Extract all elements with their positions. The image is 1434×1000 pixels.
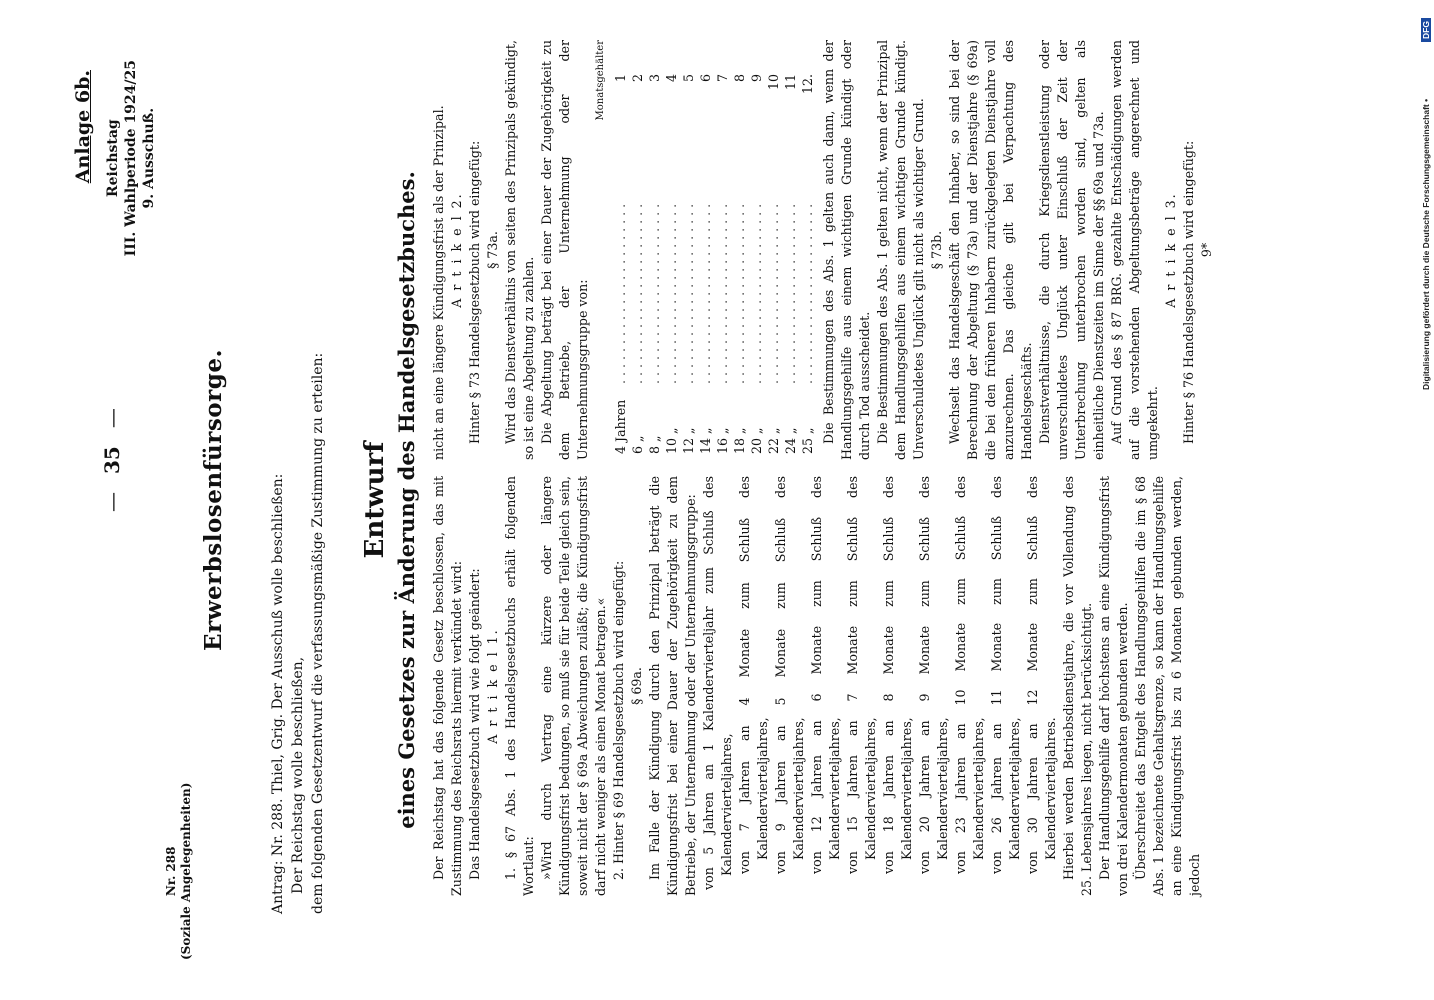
table-row: [731, 64, 748, 454]
leader-dots: . . . . . . . . . . . . . . . . . . . . . . .: [647, 203, 662, 384]
paragraph: Das Handelsgesetzbuch wird wie folgt geändert:: [467, 568, 482, 880]
leader-dots: . . . . . . . . . . . . . . . . . . . . . . .: [681, 203, 696, 384]
value-cell: 5: [681, 74, 696, 83]
digitization-credit: Digitalisierung gefördert durch die Deutsche Forschungsgemeinschaft •: [1421, 98, 1431, 390]
years-cell: 18 „: [732, 427, 747, 454]
left-column: [430, 476, 1204, 896]
artikel-heading: A r t i k e l 3.: [1163, 192, 1178, 308]
antrag-line: Der Reichstag wolle beschließen,: [290, 656, 306, 894]
section-heading: § 69a.: [629, 667, 644, 705]
paragraph: Hinter § 73 Handelsgesetzbuch wird eingefügt:: [467, 140, 482, 444]
leader-dots: . . . . . . . . . . . . . . . . . . . . . . .: [630, 203, 645, 384]
years-cell: 12 „: [681, 427, 696, 454]
section-heading: § 73a.: [485, 231, 500, 269]
leader-dots: . . . . . . . . . . . . . . . . . . . . . . .: [715, 203, 730, 384]
digitization-sidebar: [1423, 0, 1434, 1000]
list-item: von 26 Jahren an 11 Monate zum Schluß des Kalendervierteljahres,: [989, 476, 1022, 874]
value-cell: 9: [749, 74, 764, 83]
list-item: von 20 Jahren an 9 Monate zum Schluß des Kalendervierteljahres,: [917, 476, 950, 874]
leader-dots: . . . . . . . . . . . . . . . . . . . . . . .: [749, 203, 764, 384]
entwurf-title: Entwurf: [360, 441, 390, 559]
signature-mark: 9*: [1199, 242, 1214, 258]
list-item: von 15 Jahren an 7 Monate zum Schluß des Kalendervierteljahres,: [845, 476, 878, 874]
list-item: von 9 Jahren an 5 Monate zum Schluß des Kalendervierteljahres,: [773, 476, 806, 874]
artikel-heading: A r t i k e l 1.: [485, 628, 500, 744]
paragraph: Dienstverhältnisse, die durch Kriegsdienstleistung oder unverschuldetes Unglück unter Einschluß der Zeit der Unterbrechung unterbrochen worden sind, gelten als einheitliche Dienstzeiten im Sinne der §§ 69a und 73a.: [1037, 40, 1106, 460]
list-item: von 18 Jahren an 8 Monate zum Schluß des Kalendervierteljahres,: [881, 476, 914, 874]
paragraph: 2. Hinter § 69 Handelsgesetzbuch wird eingefügt:: [611, 560, 626, 880]
value-cell: 4: [664, 74, 679, 83]
table-row: [799, 64, 816, 454]
list-item: von 12 Jahren an 6 Monate zum Schluß des Kalendervierteljahres,: [809, 476, 842, 874]
paragraph: Wechselt das Handelsgeschäft den Inhaber, so sind bei der Berechnung der Abgeltung (§ 73a) und der Dienstjahre (§ 69a) die bei den früheren Inhabern zurückgelegten Dienstjahre voll anzurechnen. Das gleiche gilt bei Verpachtung des Handelsgeschäfts.: [947, 40, 1034, 460]
value-cell: 12.: [800, 74, 815, 95]
paragraph: Die Bestimmungen des Abs. 1 gelten nicht, wenn der Prinzipal dem Handlungsgehilfen aus einem wichtigen Grunde kündigt. Unverschuldetes Unglück gilt nicht als wichtiger Grund.: [875, 40, 926, 460]
years-cell: 10 „: [664, 427, 679, 454]
paragraph: Die Bestimmungen des Abs. 1 gelten auch dann, wenn der Handlungsgehilfe aus einem wichtigen Grunde kündigt oder durch Tod ausscheidet.: [821, 40, 872, 460]
document-number: [164, 783, 194, 960]
document-title: Erwerbslosenfürsorge.: [200, 349, 227, 651]
table-row: [663, 64, 680, 454]
value-cell: 6: [698, 74, 713, 83]
entwurf-subtitle: eines Gesetzes zur Änderung des Handelsgesetzbuches.: [394, 171, 419, 829]
years-cell: 24 „: [783, 427, 798, 454]
value-cell: 7: [715, 74, 730, 83]
years-cell: 20 „: [749, 427, 764, 454]
wahlperiode-label: III. Wahlperiode 1924/25: [123, 60, 139, 257]
table-row: [782, 64, 799, 454]
paragraph: Überschreitet das Entgelt des Handlungsgehilfen die im § 68 Abs. 1 bezeichnete Gehaltsgrenze, so kann der Handlungsgehilfe an eine Kündigungsfrist bis zu 6 Monaten gebunden werden, jedoch: [1133, 476, 1202, 896]
table-row: [748, 64, 765, 454]
years-cell: 6 „: [630, 435, 645, 454]
paragraph: Die Abgeltung beträgt bei einer Dauer der Zugehörigkeit zu dem Betriebe, der Unternehmung oder der Unternehmungsgruppe von:: [539, 40, 590, 460]
table-row: [714, 64, 731, 454]
years-cell: 16 „: [715, 427, 730, 454]
years-cell: 14 „: [698, 427, 713, 454]
leader-dots: . . . . . . . . . . . . . . . . . . . . . . .: [783, 203, 798, 384]
category-label: (Soziale Angelegenheiten): [179, 782, 193, 960]
years-cell: 4 Jahren: [613, 399, 628, 454]
table-row: [765, 64, 782, 454]
nr-label: Nr. 288: [164, 846, 178, 897]
paragraph: Wird das Dienstverhältnis von seiten des Prinzipals gekündigt, so ist eine Abgeltung zu zahlen.: [503, 40, 536, 460]
paragraph: Auf Grund des § 87 BRG. gezahlte Entschädigungen werden auf die vorstehenden Abgeltungsbeträge angerechnet und umgekehrt.: [1109, 40, 1160, 460]
ausschuss-label: 9. Ausschuß.: [141, 107, 157, 209]
value-cell: 2: [630, 74, 645, 83]
artikel-heading: A r t i k e l 2.: [449, 192, 464, 308]
leader-dots: . . . . . . . . . . . . . . . . . . . . . . .: [613, 203, 628, 384]
leader-dots: . . . . . . . . . . . . . . . . . . . . . . .: [732, 203, 747, 384]
years-cell: 25 „: [800, 427, 815, 454]
leader-dots: . . . . . . . . . . . . . . . . . . . . . . .: [664, 203, 679, 384]
years-cell: 22 „: [766, 427, 781, 454]
value-cell: 1: [613, 74, 628, 83]
list-item: von 7 Jahren an 4 Monate zum Schluß des Kalendervierteljahres,: [737, 476, 770, 874]
page-header: [72, 0, 272, 1000]
value-cell: 3: [647, 74, 662, 83]
antrag-line: Antrag: Nr. 288. Thiel, Grig. Der Ausschuß wolle beschließen:: [270, 473, 286, 914]
reichstag-block: [104, 60, 158, 256]
table-row: [629, 64, 646, 454]
paragraph: nicht an eine längere Kündigungsfrist als der Prinzipal.: [431, 105, 446, 460]
right-column: [430, 40, 1216, 460]
leader-dots: . . . . . . . . . . . . . . . . . . . . . . .: [766, 203, 781, 384]
dfg-logo: DFG: [1421, 18, 1431, 42]
value-cell: 11: [783, 74, 798, 91]
list-item: von 5 Jahren an 1 Kalendervierteljahr zum Schluß des Kalendervierteljahres,: [701, 476, 734, 890]
quote: »Wird durch Vertrag eine kürzere oder längere Kündigungsfrist bedungen, so muß sie für beide Teile gleich sein, soweit nicht der § 69a Abweichungen zuläßt; die Kündigungsfrist darf nicht weniger als einen Monat betragen.«: [539, 476, 608, 896]
paragraph: Im Falle der Kündigung durch den Prinzipal beträgt die Kündigungsfrist bei einer Dauer der Zugehörigkeit zu dem Betriebe, der Unternehmung oder der Unternehmungsgruppe:: [647, 476, 698, 896]
years-cell: 8 „: [647, 435, 662, 454]
paragraph: Der Handlungsgehilfe darf höchstens an eine Kündigungsfrist von drei Kalendermonaten gebunden werden.: [1097, 476, 1130, 896]
value-cell: 8: [732, 74, 747, 83]
paragraph: 1. § 67 Abs. 1 des Handelsgesetzbuchs erhält folgenden Wortlaut:: [503, 476, 536, 896]
table-header: Monatsgehälter: [595, 40, 606, 121]
table-row: [680, 64, 697, 454]
anlage-label: Anlage 6b.: [72, 70, 94, 184]
leader-dots: . . . . . . . . . . . . . . . . . . . . . . .: [698, 203, 713, 384]
page-number: —35—: [100, 408, 124, 512]
paragraph: Hinter § 76 Handelsgesetzbuch wird eingefügt:: [1181, 140, 1196, 444]
list-item: von 30 Jahren an 12 Monate zum Schluß des Kalendervierteljahres.: [1025, 476, 1058, 874]
reichstag-label: Reichstag: [105, 119, 121, 198]
table-row: [697, 64, 714, 454]
antrag-line: dem folgenden Gesetzentwurf die verfassungsmäßige Zustimmung zu erteilen:: [310, 352, 326, 914]
table-row: [612, 64, 629, 454]
list-item: von 23 Jahren an 10 Monate zum Schluß des Kalendervierteljahres,: [953, 476, 986, 874]
section-heading: § 73b.: [929, 230, 944, 270]
paragraph: Der Reichstag hat das folgende Gesetz beschlossen, das mit Zustimmung des Reichsrats hiermit verkündet wird:: [431, 476, 464, 896]
abgeltung-table: [612, 64, 816, 454]
table-row: [646, 64, 663, 454]
antrag-block: [268, 60, 328, 914]
paragraph: Hierbei werden Betriebsdienstjahre, die vor Vollendung des 25. Lebensjahres liegen, nicht berücksichtigt.: [1061, 476, 1094, 896]
leader-dots: . . . . . . . . . . . . . . . . . . . . . . .: [800, 203, 815, 384]
entwurf-heading: [360, 0, 419, 1000]
value-cell: 10: [766, 74, 781, 91]
